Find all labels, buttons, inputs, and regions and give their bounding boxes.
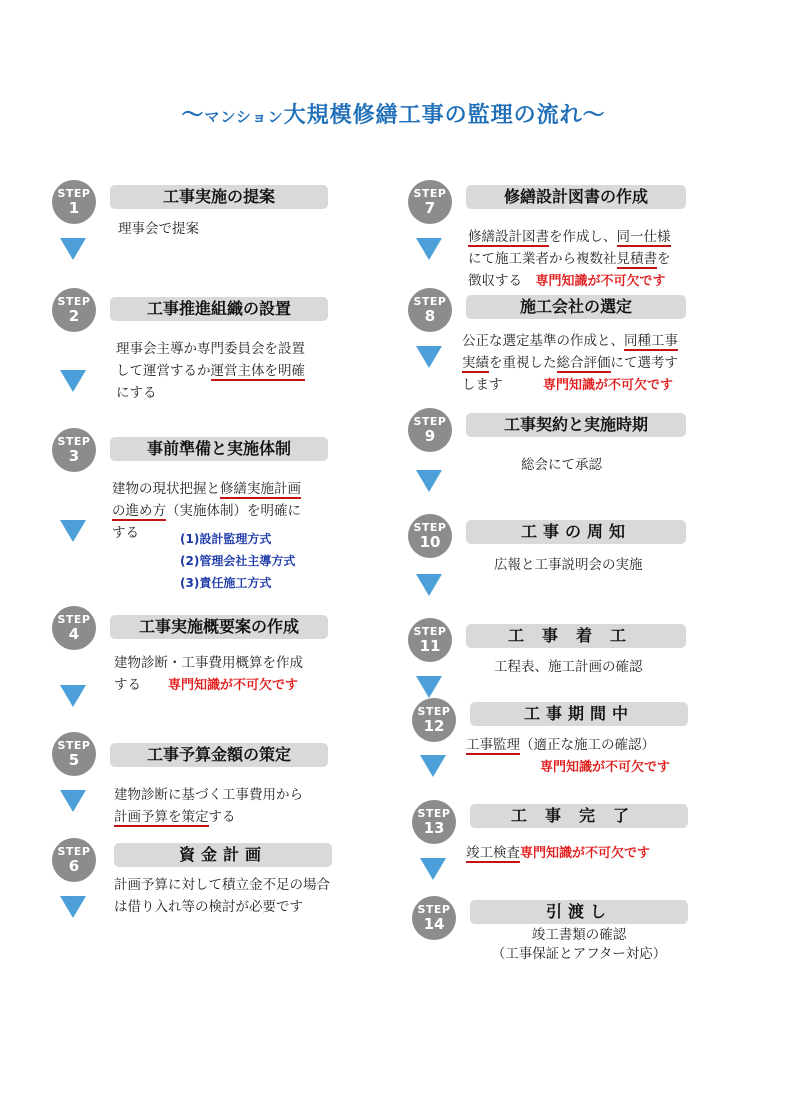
step-description: 工程表、施工計画の確認: [494, 659, 643, 675]
step-badge: STEP 1: [52, 180, 96, 224]
step-title: 工事契約と実施時期: [466, 413, 686, 437]
step-badge: STEP 6: [52, 838, 96, 882]
step-title: 工事予算金額の策定: [110, 743, 328, 767]
step-badge: STEP 3: [52, 428, 96, 472]
down-arrow-icon: [60, 685, 86, 707]
down-arrow-icon: [60, 370, 86, 392]
emphasis-note: 専門知識が不可欠です: [540, 760, 671, 775]
down-arrow-icon: [416, 238, 442, 260]
step-title: 工事着工: [466, 624, 686, 648]
step-title: 事前準備と実施体制: [110, 437, 328, 461]
step-description: 建物診断に基づく工事費用から 計画予算を策定する: [114, 787, 303, 825]
method-item: (1)設計監理方式: [180, 532, 272, 546]
step-title: 工事期間中: [470, 702, 688, 726]
step-description: 工事監理（適正な施工の確認） 専門知識が不可欠です: [466, 737, 671, 775]
step-description: 建物診断・工事費用概算を作成 する 専門知識が不可欠です: [114, 655, 303, 693]
emphasis-note: 専門知識が不可欠です: [535, 274, 666, 289]
down-arrow-icon: [420, 755, 446, 777]
step-description: 計画予算に対して積立金不足の場合 は借り入れ等の検討が必要です: [114, 877, 330, 915]
step-description: 公正な選定基準の作成と、同種工事 実績を重視した総合評価にて選考す します 専門知識が不可欠です: [462, 333, 678, 393]
step-badge: STEP 5: [52, 732, 96, 776]
step-badge: STEP 8: [408, 288, 452, 332]
step-title: 修繕設計図書の作成: [466, 185, 686, 209]
step-description: 建物の現状把握と修繕実施計画 の進め方（実施体制）を明確に する: [112, 481, 301, 541]
step-badge: STEP 12: [412, 698, 456, 742]
step-badge: STEP 10: [408, 514, 452, 558]
step-title: 引渡し: [470, 900, 688, 924]
step-title: 工事推進組織の設置: [110, 297, 328, 321]
down-arrow-icon: [60, 790, 86, 812]
method-item: (3)責任施工方式: [180, 576, 272, 590]
step-badge: STEP 2: [52, 288, 96, 332]
step-title: 工事実施の提案: [110, 185, 328, 209]
step-description: 竣工書類の確認 （工事保証とアフター対応）: [491, 927, 667, 962]
step-title: 工事実施概要案の作成: [110, 615, 328, 639]
step-title: 工事完了: [470, 804, 688, 828]
step-badge: STEP 11: [408, 618, 452, 662]
down-arrow-icon: [416, 574, 442, 596]
page-title: ～マンション大規模修繕工事の監理の流れ～: [181, 103, 606, 128]
step-badge: STEP 13: [412, 800, 456, 844]
down-arrow-icon: [60, 520, 86, 542]
step-description: 竣工検査専門知識が不可欠です: [466, 845, 651, 861]
step-badge: STEP 7: [408, 180, 452, 224]
down-arrow-icon: [416, 346, 442, 368]
step-description: 総会にて承認: [521, 457, 602, 473]
method-list: [180, 528, 295, 594]
step-title: 施工会社の選定: [466, 295, 686, 319]
down-arrow-icon: [60, 896, 86, 918]
step-description: 広報と工事説明会の実施: [494, 557, 643, 573]
down-arrow-icon: [416, 470, 442, 492]
down-arrow-icon: [416, 676, 442, 698]
step-description: 理事会で提案: [118, 221, 199, 237]
step-title: 工事の周知: [466, 520, 686, 544]
step-description: 修繕設計図書を作成し、同一仕様 にて施工業者から複数社見積書を 徴収する 専門知識が不可欠です: [468, 229, 671, 289]
method-item: (2)管理会社主導方式: [180, 554, 296, 568]
step-title: 資金計画: [114, 843, 332, 867]
step-badge: STEP 9: [408, 408, 452, 452]
step-badge: STEP 4: [52, 606, 96, 650]
step-badge: STEP 14: [412, 896, 456, 940]
emphasis-note: 専門知識が不可欠です: [543, 378, 674, 393]
emphasis-note: 専門知識が不可欠です: [168, 678, 299, 693]
down-arrow-icon: [60, 238, 86, 260]
down-arrow-icon: [420, 858, 446, 880]
emphasis-note: 専門知識が不可欠です: [520, 846, 651, 861]
step-description: 理事会主導か専門委員会を設置 して運営するか運営主体を明確 にする: [116, 341, 305, 401]
